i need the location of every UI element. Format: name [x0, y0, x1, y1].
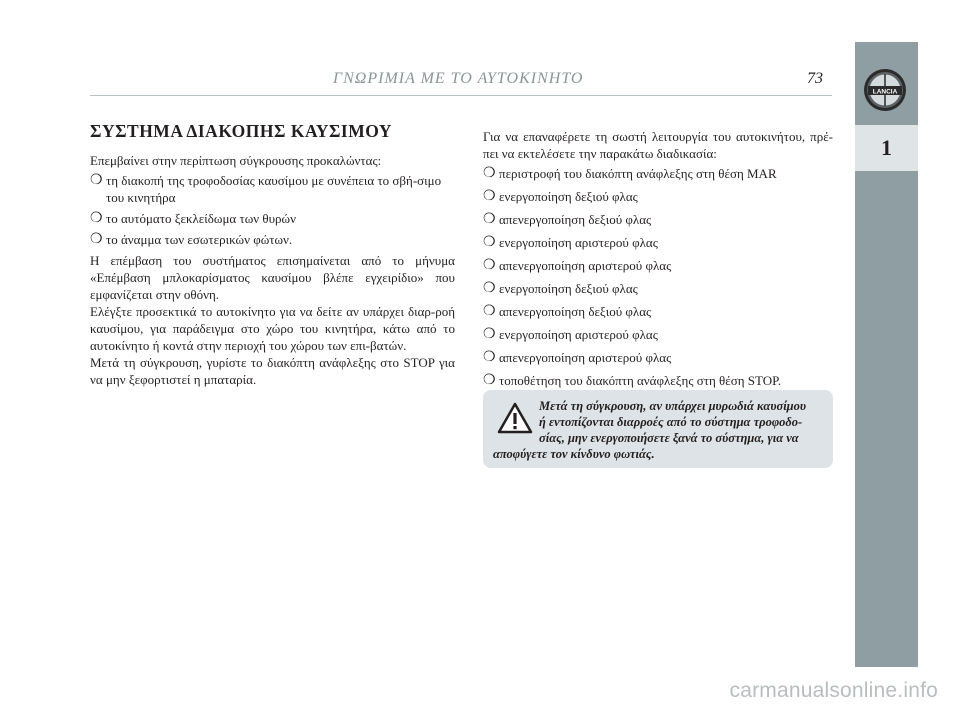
bullet-icon: ❍ — [483, 350, 496, 365]
effects-list — [90, 172, 455, 248]
chapter-number: 1 — [881, 135, 892, 160]
bullet-icon: ❍ — [90, 211, 103, 226]
list-item: ❍ απενεργοποίηση δεξιού φλας — [483, 212, 652, 227]
list-item: ❍ τη διακοπή της τροφοδοσίας καυσίμου με συνέπεια το σβή-σιμο του κινητήρα — [90, 173, 442, 205]
bullet-icon: ❍ — [483, 166, 496, 181]
list-item: ❍ τοποθέτηση του διακόπτη ανάφλεξης στη θέση STOP. — [483, 373, 782, 388]
list-item: ❍ ενεργοποίηση αριστερού φλας — [483, 327, 658, 342]
list-item: ❍ απενεργοποίηση δεξιού φλας — [483, 304, 652, 319]
chapter-tab[interactable] — [855, 125, 918, 171]
paragraph-stop: Μετά τη σύγκρουση, γυρίστε το διακόπτη ανάφλεξης στο STOP για να μην ξεφορτιστεί η μπαταρία. — [90, 355, 455, 387]
list-item: ❍ ενεργοποίηση δεξιού φλας — [483, 189, 638, 204]
lancia-logo-icon — [862, 66, 908, 114]
bullet-icon: ❍ — [483, 212, 496, 227]
bullet-icon: ❍ — [90, 173, 103, 188]
right-column — [483, 128, 833, 395]
list-item: ❍ ενεργοποίηση δεξιού φλας — [483, 281, 638, 296]
warning-box — [483, 390, 833, 468]
bullet-icon: ❍ — [483, 189, 496, 204]
bullet-icon: ❍ — [483, 235, 496, 250]
bullet-icon: ❍ — [483, 258, 496, 273]
list-item: ❍ το αυτόματο ξεκλείδωμα των θυρών — [90, 211, 296, 226]
intro-text: Επεμβαίνει στην περίπτωση σύγκρουσης προκαλώντας: — [90, 153, 382, 168]
page-number: 73 — [807, 70, 823, 87]
bullet-icon: ❍ — [483, 304, 496, 319]
svg-text:LANCIA: LANCIA — [872, 88, 898, 96]
bullet-icon: ❍ — [483, 373, 496, 388]
header-divider — [90, 95, 832, 96]
bullet-icon: ❍ — [90, 232, 103, 247]
list-item: ❍ το άναμμα των εσωτερικών φώτων. — [90, 232, 293, 247]
bullet-icon: ❍ — [483, 327, 496, 342]
paragraph-check: Ελέγξτε προσεκτικά το αυτοκίνητο για να δείτε αν υπάρχει διαρ-ροή καυσίμου, για παράδειγμα στο χώρο του κινητήρα, κάτω από το αυτοκίνητο ή κοντά στην περιοχή του χώρου των επι-βατών. — [90, 304, 455, 353]
section-heading: ΣΥΣΤΗΜΑ ΔΙΑΚΟΠΗΣ ΚΑΥΣΙΜΟΥ — [90, 121, 393, 141]
list-item: ❍ ενεργοποίηση αριστερού φλας — [483, 235, 658, 250]
running-header-title: ΓΝΩΡΙΜΙΑ ΜΕ ΤΟ ΑΥΤΟΚΙΝΗΤΟ — [333, 70, 584, 87]
list-item: ❍ απενεργοποίηση αριστερού φλας — [483, 350, 672, 365]
paragraph-message: Η επέμβαση του συστήματος επισημαίνεται από το μήνυμα «Επέμβαση μπλοκαρίσματος καυσίμου βλέπε εγχειρίδιο» που εμφανίζεται στην οθόνη. — [90, 253, 455, 302]
list-item: ❍ περιστροφή του διακόπτη ανάφλεξης στη θέση MAR — [483, 166, 777, 181]
procedure-steps — [483, 165, 833, 389]
procedure-intro: Για να επαναφέρετε τη σωστή λειτουργία του αυτοκινήτου, πρέ-πει να εκτελέσετε την παρακάτω διαδικασία: — [483, 129, 833, 161]
watermark: carmanualsonline.info — [729, 679, 938, 702]
bullet-icon: ❍ — [483, 281, 496, 296]
warning-text: Μετά τη σύγκρουση, αν υπάρχει μυρωδιά καυσίμου ή εντοπίζονται διαρροές από το σύστημα τροφοδο- σίας, μην ενεργοποιήσετε ξανά το σύστημα, για να αποφύγετε τον κίνδυνο φωτιάς. — [493, 399, 806, 461]
list-item: ❍ απενεργοποίηση αριστερού φλας — [483, 258, 672, 273]
left-column — [90, 120, 455, 388]
